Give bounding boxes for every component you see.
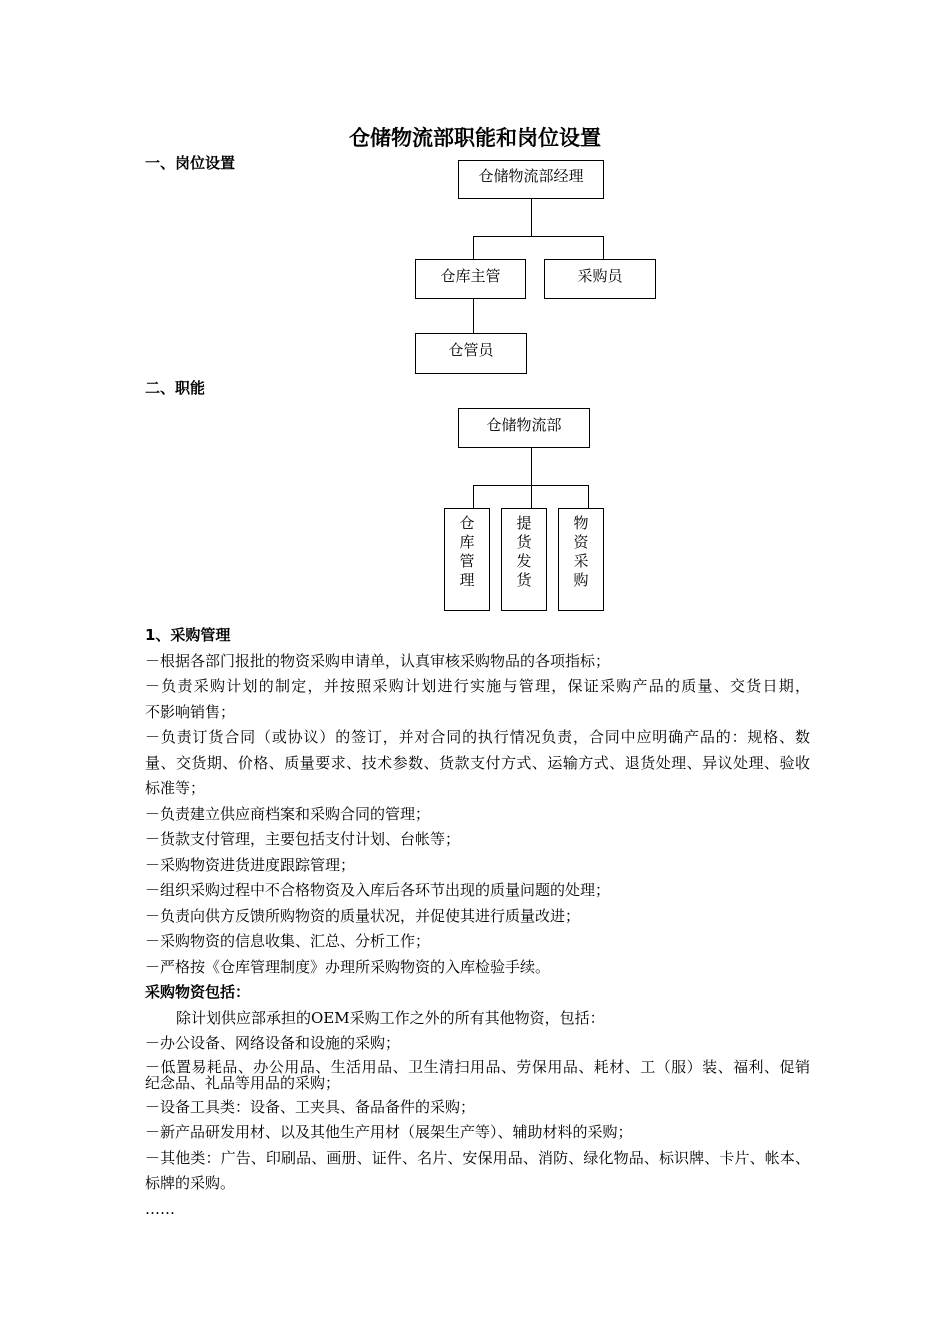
function-char: 提 [516,514,532,532]
function-char: 理 [459,571,475,589]
org-box-keeper: 仓管员 [415,333,527,374]
function-box-warehouse [444,508,490,611]
org-connector [603,236,604,260]
function-char: 货 [516,533,532,551]
purchasing-section [145,623,810,1222]
org-connector [473,236,604,237]
section-heading-positions: 一、岗位设置 [145,154,236,172]
function-box-pickup-delivery [501,508,547,611]
function-char: 仓 [459,514,475,532]
item-line: －设备工具类：设备、工夹具、备品备件的采购； [145,1097,476,1116]
duty-line: 标准等； [145,779,206,797]
function-box-purchasing [558,508,604,611]
duty-line: －严格按《仓库管理制度》办理所采购物资的入库检验手续。 [145,957,551,976]
duty-line: －货款支付管理，主要包括支付计划、台帐等； [145,830,461,848]
function-char: 管 [459,552,475,570]
function-char: 货 [516,571,532,589]
item-line: 标牌的采购。 [145,1174,236,1192]
duty-line: －负责采购计划的制定，并按照采购计划进行实施与管理，保证采购产品的质量、交货日期， [145,677,810,695]
function-char: 购 [573,571,589,589]
org-box-dept: 仓储物流部 [458,408,590,448]
function-char: 物 [573,514,589,532]
item-line: －其他类：广告、印刷品、画册、证件、名片、安保用品、消防、绿化物品、标识牌、卡片、帐本、 [145,1148,810,1167]
items-intro: 除计划供应部承担的OEM采购工作之外的所有其他物资，包括： [176,1008,605,1027]
function-char: 资 [573,533,589,551]
duty-line: 不影响销售； [145,702,236,721]
item-line: －新产品研发用材、以及其他生产用材（展架生产等）、辅助材料的采购； [145,1123,633,1141]
purchasing-heading: 1、采购管理 [145,626,231,644]
org-connector [473,485,474,509]
org-connector [531,199,532,236]
duty-line: －采购物资进货进度跟踪管理； [145,855,356,874]
duty-line: －负责向供方反馈所购物资的质量状况，并促使其进行质量改进； [145,906,581,925]
section-heading-functions: 二、职能 [145,379,206,397]
org-connector [531,448,532,485]
duty-line: －负责订货合同（或协议）的签订，并对合同的执行情况负责，合同中应明确产品的：规格、数 [145,728,810,746]
ellipsis: …… [145,1199,175,1218]
duty-line: －组织采购过程中不合格物资及入库后各环节出现的质量问题的处理； [145,881,611,899]
org-box-purchaser: 采购员 [544,259,656,299]
item-line: －低置易耗品、办公用品、生活用品、卫生清扫用品、劳保用品、耗材、工（服）装、福利、促销 [145,1058,810,1075]
duty-line: －采购物资的信息收集、汇总、分析工作； [145,932,431,950]
items-heading: 采购物资包括： [145,983,251,1001]
item-line: 纪念品、礼品等用品的采购； [145,1074,341,1091]
org-connector [473,299,474,334]
duty-line: －负责建立供应商档案和采购合同的管理； [145,804,431,823]
item-line: －办公设备、网络设备和设施的采购； [145,1034,401,1052]
function-char: 库 [459,533,475,551]
org-connector [531,485,532,509]
org-box-manager: 仓储物流部经理 [458,160,604,199]
org-connector [473,236,474,260]
duty-line: －根据各部门报批的物资采购申请单，认真审核采购物品的各项指标； [145,651,611,670]
org-connector [588,485,589,509]
duty-line: 量、交货期、价格、质量要求、技术参数、货款支付方式、运输方式、退货处理、异议处理、验收 [145,753,810,772]
page-title: 仓储物流部职能和岗位设置 [349,126,601,150]
function-char: 发 [516,552,532,570]
org-box-supervisor: 仓库主管 [415,259,526,299]
function-char: 采 [573,552,589,570]
